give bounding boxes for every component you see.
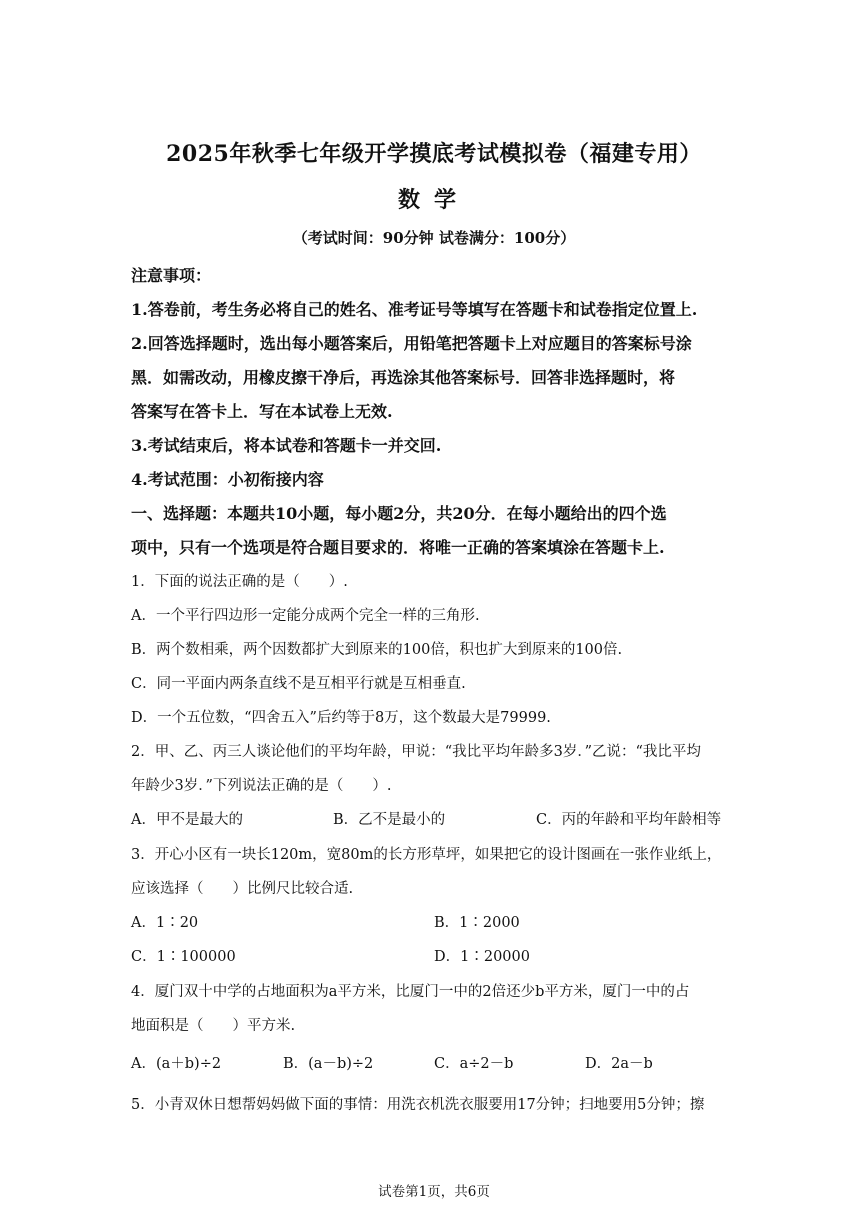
notice-line-5: 3.考试结束后，将本试卷和答题卡一并交回.	[131, 436, 442, 455]
q2-option-a: A．甲不是最大的	[131, 812, 243, 828]
q3-option-c: C．1∶100000	[131, 949, 236, 965]
notice-line-1: 1.答卷前，考生务必将自己的姓名、准考证号等填写在答题卡和试卷指定位置上.	[131, 300, 698, 319]
notice-line-2: 2.回答选择题时，选出每小题答案后，用铅笔把答题卡上对应题目的答案标号涂	[131, 334, 692, 353]
q1-stem: 1．下面的说法正确的是（ ）.	[131, 574, 348, 590]
q3-option-b: B．1∶2000	[434, 915, 520, 931]
notice-line-6: 4.考试范围：小初衔接内容	[131, 470, 324, 489]
exam-info: （考试时间：90分钟 试卷满分：100分）	[292, 229, 576, 247]
exam-title: 2025年秋季七年级开学摸底考试模拟卷（福建专用）	[166, 141, 702, 167]
q4-option-c: C．a÷2－b	[434, 1056, 514, 1072]
q4-option-d: D．2a－b	[585, 1056, 653, 1072]
q3-stem-line-2: 应该选择（ ）比例尺比较合适.	[131, 881, 354, 897]
q1-option-a: A．一个平行四边形一定能分成两个完全一样的三角形.	[131, 608, 480, 624]
q5-stem-line-1: 5．小青双休日想帮妈妈做下面的事情：用洗衣机洗衣服要用17分钟；扫地要用5分钟；擦	[131, 1097, 705, 1113]
q1-option-c: C．同一平面内两条直线不是互相平行就是互相垂直.	[131, 676, 466, 692]
q1-option-b: B．两个数相乘，两个因数都扩大到原来的100倍，积也扩大到原来的100倍.	[131, 642, 623, 658]
notice-line-4: 答案写在答卡上．写在本试卷上无效.	[131, 402, 393, 421]
q2-option-b: B．乙不是最小的	[333, 812, 446, 828]
q3-option-a: A．1∶20	[131, 915, 199, 931]
section1-header-2: 项中，只有一个选项是符合题目要求的．将唯一正确的答案填涂在答题卡上.	[131, 538, 665, 557]
q1-option-d: D．一个五位数，“四舍五入”后约等于8万，这个数最大是79999.	[131, 710, 551, 726]
q2-option-c: C．丙的年龄和平均年龄相等	[536, 812, 722, 828]
q4-option-b: B．(a－b)÷2	[283, 1056, 374, 1072]
q3-option-d: D．1∶20000	[434, 949, 530, 965]
notice-line-3: 黑．如需改动，用橡皮擦干净后，再选涂其他答案标号．回答非选择题时，将	[131, 368, 676, 387]
subject-title: 数学	[397, 187, 470, 213]
section1-header-1: 一、选择题：本题共10小题，每小题2分，共20分．在每小题给出的四个选	[131, 504, 667, 523]
q4-stem-line-2: 地面积是（ ）平方米.	[131, 1018, 296, 1034]
page-footer: 试卷第1页，共6页	[378, 1184, 490, 1200]
q3-stem-line-1: 3．开心小区有一块长120m，宽80m的长方形草坪，如果把它的设计图画在一张作业纸上，	[131, 847, 722, 863]
q4-stem-line-1: 4．厦门双十中学的占地面积为a平方米，比厦门一中的2倍还少b平方米，厦门一中的占	[131, 984, 690, 1000]
q4-option-a: A．(a＋b)÷2	[131, 1056, 222, 1072]
notice-heading: 注意事项：	[131, 266, 212, 285]
q2-stem-line-2: 年龄少3岁．”下列说法正确的是（ ）.	[131, 778, 392, 794]
q2-stem-line-1: 2．甲、乙、丙三人谈论他们的平均年龄，甲说：“我比平均年龄多3岁．”乙说：“我比平均	[131, 744, 701, 760]
